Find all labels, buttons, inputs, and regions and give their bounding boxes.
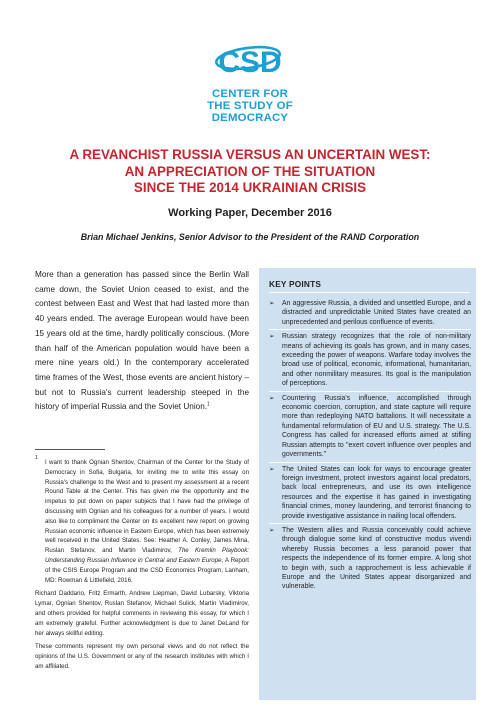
key-points-divider [269,292,469,293]
key-point-text: Countering Russia's influence, accomplished through economic coercion, corruption, and state capture will require more than redeploying NATO battalions. It will necessitate a fundamental reformulation of EU and U.S. strategy. The U.S. Congress has called for increased efforts aimed at stifling Russian attempts to "exert covert influence over peoples and governments." [282,394,471,459]
title-line: A REVANCHIST RUSSIA VERSUS AN UNCERTAIN WEST: [69,147,431,162]
key-point-divider [269,462,471,463]
key-point [269,394,471,460]
key-points-list [269,299,471,592]
title-line: AN APPRECIATION OF THE SITUATION [124,163,376,179]
paper-subtitle: Working Paper, December 2016 [168,207,332,219]
org-name-line: DEMOCRACY [211,112,289,124]
intro-text: More than a generation has passed since the Berlin Wall came down, the Soviet Union ceased to exist, and the contest between East and West that had lasted more than 40 years ended. The average European would have been 15 years old at the time, hardly politically conscious. (More than half of the American population would have been a mere nine years old.) In the contemporary accelerated time frames of the West, those events are ancient history – but not to Russia's current leadership steeped in the history of imperial Russia and the Soviet Union. [35,270,249,412]
key-point-text: Russian strategy recognizes that the role of non-military means of achieving its goals has grown, and in many cases, exceeding the power of weapons. Warfare today involves the broad use of political, economic, informational, humanitarian, and other nonmilitary measures. Its goal is the manipulation of perceptions. [282,333,471,388]
key-point [269,526,471,592]
key-points-panel [259,268,476,700]
paper-title [30,147,470,197]
footnote-divider [35,449,105,450]
arrow-bullet-icon: ➢ [269,333,275,341]
key-point-divider [269,329,471,330]
key-point-text: The United States can look for ways to encourage greater foreign investment, protect investors against local predators, back local entrepreneurs, and use its own intelligence resources and the expertise it has gained in investigating financial crimes, money laundering, and terrorist financing to provide investigative assistance in nailing local offenders. [282,465,471,520]
author-line: Brian Michael Jenkins, Senior Advisor to the President of the RAND Corporation [80,232,420,242]
arrow-bullet-icon: ➢ [269,465,275,473]
title-line: SINCE THE 2014 UKRAINIAN CRISIS [133,180,367,195]
org-name [180,88,320,124]
footnote-1: 1 I want to thank Ognian Shentov, Chairman of the Center for the Study of Democracy in Sofia, Bulgaria, for inviting me to write this essay on Russia's challenge to the West and to present my assessment at a recent Round Table at the Center. This has given me the opportunity and the impetus to put down on paper subjects that I have had the privilege of discussing with Ognian and his colleagues for a number of years. I would also like to compliment the Center on its excellent new report on growing Russian economic influence in Eastern Europe, which has been extremely well received in the United States. See: Heather A. Conley, James Mina, Ruslan Stefanov, and Martin Vladimirov, The Kremlin Playbook: Understanding Russian Influence in Central and Eastern Europe, A Report of the CSIS Europe Program and the CSD Economics Program, Lanham, MD: Rowman & Littlefield, 2016. [35,455,250,584]
key-points-title: KEY POINTS [269,279,322,289]
arrow-bullet-icon: ➢ [269,394,275,402]
footnote-text: I want to thank Ognian Shentov, Chairman of the Center for the Study of Democracy in Sofia, Bulgaria, for inviting me to write this essay on Russia's challenge to the West and to present my assessment at a recent Round Table at the Center. This has given me the opportunity and the impetus to put down on paper subjects that I have had the privilege of discussing with Ognian and his colleagues for a number of years. I would also like to compliment the Center on its excellent new report on growing Russian economic influence in Eastern Europe, which has been extremely well received in the United States. See: Heather A. Conley, James Mina, Ruslan Stefanov, and Martin Vladimirov, [45,459,249,555]
key-point [269,332,471,388]
key-point-divider [269,523,471,524]
footnote-acknowledgments: Richard Daddario, Fritz Ermarth, Andrew Liepman, David Lubarsky, Viktoria Lymar, Ognian Shentov, Ruslan Stefanov, Michael Sulick, Martin Vladimirov, and others provided for helpful comments in reviewing this essay, for which I am extremely grateful. Further acknowledgment is due to Janet DeLand for her always skillful editing. [35,590,249,637]
intro-paragraph [35,268,249,415]
org-name-line: THE STUDY OF [207,100,293,112]
footnote-text: , A Report of the CSIS Europe Program and the CSD Economics Program, Lanham, MD: Rowman & Littlefield, 2016. [45,556,249,584]
key-point-divider [269,391,471,392]
arrow-bullet-icon: ➢ [269,300,275,307]
org-name-line: CENTER FOR [211,88,289,100]
footnote-disclaimer: These comments represent my own personal views and do not reflect the opinions of the U.S. Government or any of the research institutes with which I am affiliated. [35,643,249,670]
footnote-ref: 1 [207,401,210,408]
key-point [269,465,471,521]
key-point-text: An aggressive Russia, a divided and unsettled Europe, and a distracted and unpredictable United States have created an unprecedented and perilous confluence of events. [282,300,471,326]
arrow-bullet-icon: ➢ [269,526,275,534]
cited-report-title: The Kremlin Playbook: Understanding Russian Influence in Central and Eastern Europe [45,547,250,564]
logo-text: CSD [218,46,282,79]
key-point-text: The Western allies and Russia conceivably could achieve through dialogue some kind of constructive modus vivendi whereby Russia becomes a less paranoid power that respects the independence of its former empire. A long shot to begin with, such a rapprochement is less achievable if Europe and the United States appear disorganized and vulnerable. [282,526,471,591]
key-point [269,299,471,327]
footnotes [35,455,250,676]
